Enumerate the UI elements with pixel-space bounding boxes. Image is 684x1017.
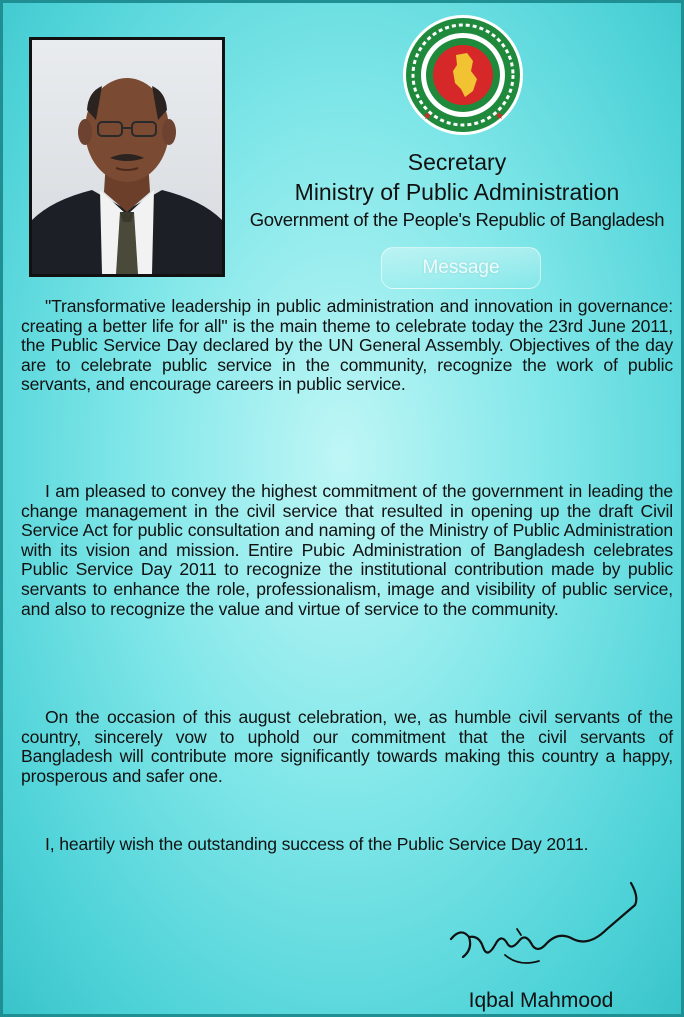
portrait-photo [29, 37, 225, 277]
message-paragraph-4: I, heartily wish the outstanding success of the Public Service Day 2011. [45, 834, 589, 854]
message-paragraph-2: I am pleased to convey the highest commitment of the government in leading the change management in the civil service that resulted in opening up the draft Civil Service Act for public consultation and naming of the Ministry of Public Administration with its vision and mission. Entire Pubic Administration of Bangladesh celebrates Public Service Day 2011 to recognize the institutional contribution made by public servants to enhance the role, professionalism, image and visibility of public service, and also to recognize the value and virtue of service to the community. [21, 481, 673, 619]
message-paragraph-3: On the occasion of this august celebration, we, as humble civil servants of the country, sincerely vow to uphold our commitment that the civil servants of Bangladesh will contribute more significantly towards making this country a happy, prosperous and safer one. [21, 707, 673, 786]
svg-text:★: ★ [423, 111, 432, 122]
message-paragraph-1: "Transformative leadership in public administration and innovation in governance: creating a better life for all" is the main theme to celebrate today the 23rd June 2011, the Public Service Day declared by the UN General Assembly. Objectives of the day are to celebrate public service in the community, recognize the work of public servants, and encourage careers in public service. [21, 296, 673, 395]
government-name: Government of the People's Republic of Bangladesh [249, 209, 665, 230]
svg-text:★: ★ [495, 111, 504, 122]
message-button[interactable]: Message [381, 247, 541, 289]
secretary-title: Secretary [407, 149, 507, 175]
handwritten-signature [439, 877, 649, 987]
government-seal-icon [401, 13, 525, 137]
ministry-name: Ministry of Public Administration [294, 179, 620, 205]
signer-name: Iqbal Mahmood [468, 989, 614, 1012]
